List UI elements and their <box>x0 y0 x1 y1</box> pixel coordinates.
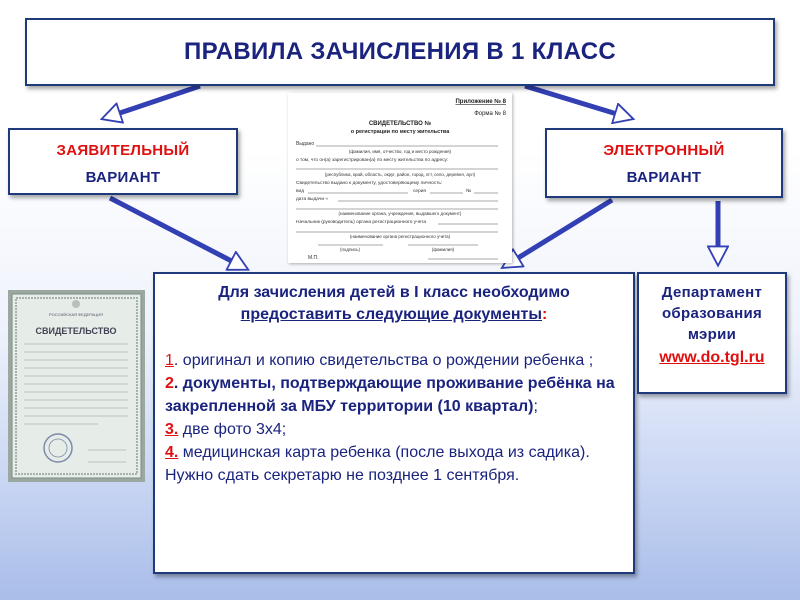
certificate-title: СВИДЕТЕЛЬСТВО <box>35 326 117 336</box>
list-item-text: . оригинал и копию свидетельства о рождении ребенка ; <box>173 352 594 369</box>
right-variant-line1: ЭЛЕКТРОННЫЙ <box>603 142 725 159</box>
form-no: № <box>466 189 472 194</box>
arrow-right-variant-icon <box>525 86 630 118</box>
right-variant-line2: ВАРИАНТ <box>626 169 702 186</box>
list-item <box>165 372 623 418</box>
department-link[interactable]: www.do.tgl.ru <box>659 349 765 366</box>
form-date: дата выдачи « <box>296 197 329 202</box>
form-number: Форма № 8 <box>474 111 506 117</box>
form-mp: М.П. <box>308 255 319 261</box>
department-line1: Департамент <box>661 284 763 301</box>
department-box <box>637 272 787 394</box>
documents-heading <box>165 282 623 326</box>
form-vid: вид <box>296 189 305 194</box>
form-note3: (наименование органа, учреждения, выдавшего документ) <box>338 211 462 216</box>
list-item-text: две фото 3х4; <box>178 421 287 438</box>
form-note4: (наименование органа регистрационного учета) <box>349 234 451 239</box>
page-title: ПРАВИЛА ЗАЧИСЛЕНИЯ В 1 КЛАСС <box>184 38 616 65</box>
form-title: СВИДЕТЕЛЬСТВО № <box>368 121 432 127</box>
left-variant-line2: ВАРИАНТ <box>85 169 161 186</box>
form-subtitle: о регистрации по месту жительства <box>350 129 450 135</box>
form-registered: о том, что он(а) зарегистрирован(а) по месту жительства по адресу: <box>296 158 449 163</box>
form-appendix: Приложение № 8 <box>455 99 506 105</box>
form-surname: (фамилия) <box>431 247 455 252</box>
form-note1: (фамилия, имя, отчество, год и место рождения) <box>348 149 452 154</box>
left-variant-line1: ЗАЯВИТЕЛЬНЫЙ <box>56 142 190 159</box>
list-item-text: . документы, подтверждающие проживание ребёнка на закрепленной за МБУ территории (10 квартал) <box>165 375 615 415</box>
form-issued: Выдано <box>296 141 315 147</box>
list-item-number: 3. <box>165 421 179 438</box>
form-document: Свидетельство выдано к документу, удостоверяющему личность: <box>296 181 443 186</box>
form-series: серия <box>413 189 427 194</box>
list-item-number: 2 <box>165 375 174 392</box>
form-note2: (республика, край, область, округ, район, город, пгт, село, деревня, аул) <box>324 172 476 177</box>
list-item-tail: ; <box>533 398 538 415</box>
form-chief: Начальник (руководитель) органа регистрационного учета <box>296 220 427 225</box>
certificate-image <box>8 290 145 482</box>
documents-box <box>153 272 635 574</box>
arrow-right-docs-icon <box>505 200 612 266</box>
list-item-number: 4. <box>165 444 179 461</box>
left-variant-box <box>8 128 238 195</box>
list-item-number: 1 <box>165 352 174 369</box>
form-sign: (подпись) <box>339 247 361 252</box>
list-item <box>165 441 623 487</box>
list-item-text: медицинская карта ребенка (после выхода из садика). Нужно сдать секретарю не позднее 1 сентября. <box>165 444 590 484</box>
department-line3: мэрии <box>687 326 737 343</box>
documents-heading-line1: Для зачисления детей в I класс необходимо <box>218 284 570 301</box>
department-line2: образования <box>661 305 763 322</box>
documents-heading-line2: предоставить следующие документы <box>240 306 542 323</box>
arrow-left-docs-icon <box>110 198 245 268</box>
arrow-left-variant-icon <box>105 86 200 118</box>
documents-heading-colon: : <box>542 306 548 323</box>
right-variant-box <box>545 128 783 198</box>
list-item <box>165 418 623 441</box>
title-box <box>25 18 775 86</box>
registration-form-image <box>288 93 512 263</box>
certificate-header: РОССИЙСКАЯ ФЕДЕРАЦИЯ <box>49 312 103 317</box>
list-item <box>165 349 623 372</box>
